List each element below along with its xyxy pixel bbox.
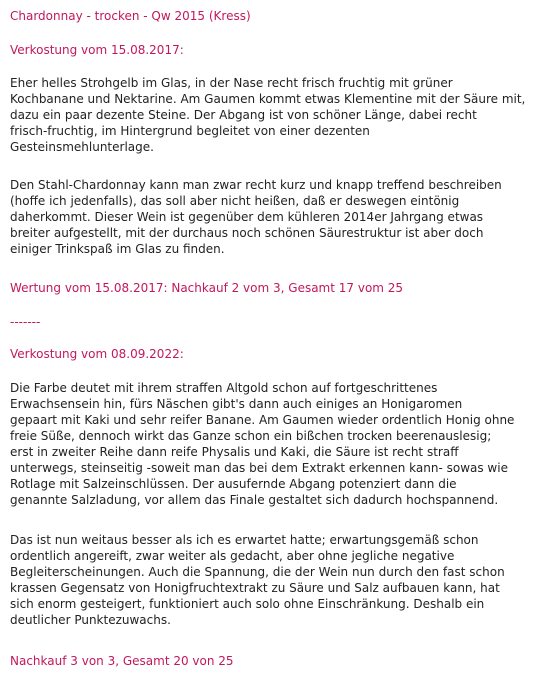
text-line: Erwachsensein hin, fürs Näschen gibt's dann auch einiges an Honigaromen [10,397,463,411]
rating-2017: Wertung vom 15.08.2017: Nachkauf 2 vom 3, Gesamt 17 vom 25 [10,281,404,295]
text-line: breiter aufgestellt, mit der durchaus noch schönen Säurestruktur ist aber doch [10,226,484,240]
tasting-2017-paragraph-2 [10,177,532,257]
tasting-2022-paragraph-1 [10,380,532,508]
text-line: dazu ein paar dezente Steine. Der Abgang ist von schöner Länge, dabei recht [10,108,477,122]
text-line: unterwegs, steinseitig -soweit man das bei dem Extrakt erkennen kann- sowas wie [10,461,508,475]
text-line: deutlicher Punktezuwachs. [10,613,171,627]
text-line: Das ist nun weitaus besser als ich es erwartet hatte; erwartungsgemäß schon [10,533,479,547]
text-line: Gesteinsmehlunterlage. [10,140,154,154]
wine-title: Chardonnay - trocken - Qw 2015 (Kress) [10,9,251,23]
text-line: Begleiterscheinungen. Auch die Spannung, die der Wein nun durch den fast schon [10,565,505,579]
tasting-heading-2017: Verkostung vom 15.08.2017: [10,43,184,57]
text-line: (hoffe ich jedenfalls), das soll aber nicht heißen, daß er deswegen eintönig [10,194,460,208]
separator: ------- [10,315,41,329]
text-line: freie Süße, dennoch wirkt das Ganze schon ein bißchen trocken beerenauslesig; [10,429,492,443]
text-line: erst in zweiter Reihe dann reife Physalis und Kaki, die Säure ist recht straff [10,445,459,459]
rating-2022: Nachkauf 3 von 3, Gesamt 20 von 25 [10,654,234,668]
text-line: gepaart mit Kaki und sehr reifer Banane. Am Gaumen wieder ordentlich Honig ohne [10,413,515,427]
text-line: sich enorm gesteigert, funktioniert auch solo ohne Einschränkung. Deshalb ein [10,597,485,611]
tasting-2017-paragraph-1 [10,75,532,155]
text-line: Die Farbe deutet mit ihrem straffen Altgold schon auf fortgeschrittenes [10,381,438,395]
text-line: krassen Gegensatz von Honigfruchtextrakt zu Säure und Salz aufbauen kann, hat [10,581,500,595]
text-line: einiger Trinkspaß im Glas zu finden. [10,242,225,256]
text-line: Kochbanane und Nektarine. Am Gaumen kommt etwas Klementine mit der Säure mit, [10,92,526,106]
tasting-heading-2022: Verkostung vom 08.09.2022: [10,347,184,361]
tasting-2022-paragraph-2 [10,532,532,628]
text-line: Eher helles Strohgelb im Glas, in der Nase recht frisch fruchtig mit grüner [10,76,453,90]
text-line: Rotlage mit Salzeinschlüssen. Der ausufernde Abgang potenziert dann die [10,477,457,491]
text-line: Den Stahl-Chardonnay kann man zwar recht kurz und knapp treffend beschreiben [10,178,502,192]
text-line: genannte Salzladung, vor allem das Finale gestaltet sich dadurch hochspannend. [10,493,499,507]
text-line: frisch-fruchtig, im Hintergrund begleitet von einer dezenten [10,124,370,138]
text-line: ordentlich angereift, zwar weiter als gedacht, aber ohne jegliche negative [10,549,455,563]
text-line: daherkommt. Dieser Wein ist gegenüber dem kühleren 2014er Jahrgang etwas [10,210,484,224]
